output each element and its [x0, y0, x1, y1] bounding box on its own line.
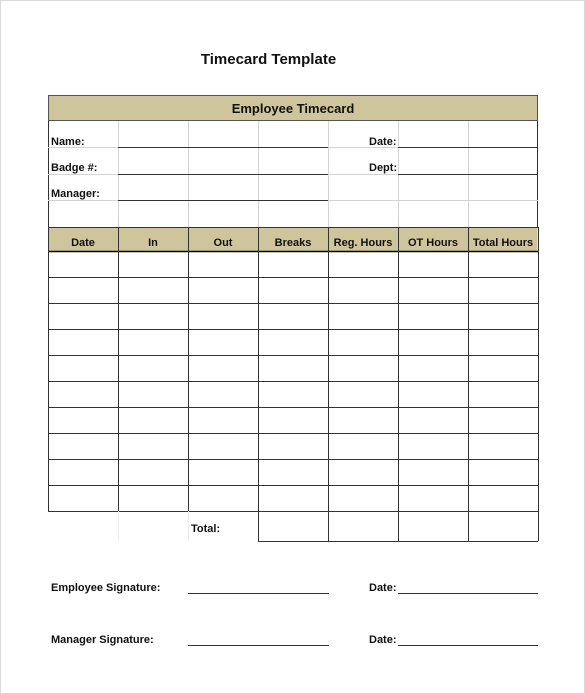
table-cell[interactable] [49, 252, 118, 277]
table-cell[interactable] [49, 408, 118, 433]
table-cell[interactable] [49, 382, 118, 407]
table-cell[interactable] [189, 330, 258, 355]
manager-signature-field[interactable] [188, 628, 329, 646]
table-cell[interactable] [259, 434, 328, 459]
table-cell[interactable] [259, 330, 328, 355]
table-cell[interactable] [329, 460, 398, 485]
table-cell[interactable] [189, 486, 258, 511]
table-cell[interactable] [49, 278, 118, 303]
table-cell[interactable] [189, 382, 258, 407]
table-cell[interactable] [469, 278, 538, 303]
table-cell[interactable] [469, 252, 538, 277]
table-cell[interactable] [329, 356, 398, 381]
table-cell[interactable] [399, 278, 468, 303]
name-label: Name: [51, 136, 85, 148]
manager-field[interactable] [119, 180, 328, 200]
table-cell[interactable] [329, 252, 398, 277]
column-header-reg-hours: Reg. Hours [333, 237, 393, 249]
table-cell[interactable] [259, 304, 328, 329]
date-field[interactable] [399, 128, 538, 148]
total-label: Total: [191, 523, 221, 535]
total-cell[interactable] [399, 512, 468, 541]
manager-signature-label: Manager Signature: [51, 634, 154, 646]
table-cell[interactable] [119, 382, 188, 407]
table-cell[interactable] [119, 460, 188, 485]
table-cell[interactable] [329, 330, 398, 355]
table-cell[interactable] [189, 252, 258, 277]
employee-signature-field[interactable] [188, 576, 329, 594]
table-cell[interactable] [119, 252, 188, 277]
table-cell[interactable] [119, 356, 188, 381]
table-cell[interactable] [469, 460, 538, 485]
table-cell[interactable] [399, 382, 468, 407]
timecard-header: Employee Timecard [48, 95, 538, 121]
table-cell[interactable] [259, 460, 328, 485]
table-cell[interactable] [329, 486, 398, 511]
table-cell[interactable] [119, 278, 188, 303]
column-header-total-hours: Total Hours [472, 237, 534, 249]
table-cell[interactable] [329, 434, 398, 459]
table-cell[interactable] [469, 330, 538, 355]
table-cell[interactable] [259, 278, 328, 303]
table-cell[interactable] [329, 278, 398, 303]
name-field[interactable] [119, 128, 328, 148]
table-cell[interactable] [119, 434, 188, 459]
table-cell[interactable] [399, 460, 468, 485]
table-cell[interactable] [189, 408, 258, 433]
table-cell[interactable] [189, 278, 258, 303]
manager-label: Manager: [51, 188, 100, 200]
table-cell[interactable] [329, 382, 398, 407]
employee-signature-date-field[interactable] [399, 576, 538, 594]
employee-signature-label: Employee Signature: [51, 582, 161, 594]
table-cell[interactable] [329, 304, 398, 329]
table-cell[interactable] [399, 356, 468, 381]
dept-label: Dept: [369, 162, 398, 174]
table-cell[interactable] [469, 382, 538, 407]
table-cell[interactable] [259, 356, 328, 381]
badge-field[interactable] [119, 154, 328, 174]
table-cell[interactable] [399, 486, 468, 511]
date-label: Date: [369, 136, 397, 148]
table-cell[interactable] [259, 486, 328, 511]
employee-signature-date-label: Date: [369, 582, 397, 594]
table-cell[interactable] [49, 460, 118, 485]
total-cell[interactable] [329, 512, 398, 541]
page-title: Timecard Template [200, 51, 337, 68]
table-cell[interactable] [469, 408, 538, 433]
table-cell[interactable] [469, 434, 538, 459]
table-cell[interactable] [119, 408, 188, 433]
column-header-breaks: Breaks [274, 237, 312, 249]
manager-signature-date-field[interactable] [399, 628, 538, 646]
table-cell[interactable] [49, 486, 118, 511]
table-cell[interactable] [399, 330, 468, 355]
table-cell[interactable] [469, 304, 538, 329]
dept-field[interactable] [399, 154, 538, 174]
table-cell[interactable] [329, 408, 398, 433]
table-cell[interactable] [189, 356, 258, 381]
table-cell[interactable] [119, 330, 188, 355]
column-header-out: Out [213, 237, 233, 249]
table-cell[interactable] [399, 304, 468, 329]
table-cell[interactable] [259, 382, 328, 407]
table-cell[interactable] [119, 486, 188, 511]
table-cell[interactable] [49, 356, 118, 381]
column-header-ot-hours: OT Hours [407, 237, 459, 249]
table-cell[interactable] [399, 408, 468, 433]
table-cell[interactable] [469, 356, 538, 381]
table-cell[interactable] [49, 304, 118, 329]
column-header-date: Date [71, 237, 95, 249]
column-header-in: In [148, 237, 158, 249]
table-cell[interactable] [259, 408, 328, 433]
table-cell[interactable] [259, 252, 328, 277]
table-cell[interactable] [189, 304, 258, 329]
table-cell[interactable] [119, 304, 188, 329]
table-cell[interactable] [189, 434, 258, 459]
table-cell[interactable] [49, 330, 118, 355]
table-cell[interactable] [189, 460, 258, 485]
table-cell[interactable] [49, 434, 118, 459]
manager-signature-date-label: Date: [369, 634, 397, 646]
table-cell[interactable] [399, 434, 468, 459]
badge-label: Badge #: [51, 162, 98, 174]
table-cell[interactable] [399, 252, 468, 277]
table-cell[interactable] [469, 486, 538, 511]
total-cell[interactable] [259, 512, 328, 541]
total-cell[interactable] [469, 512, 538, 541]
